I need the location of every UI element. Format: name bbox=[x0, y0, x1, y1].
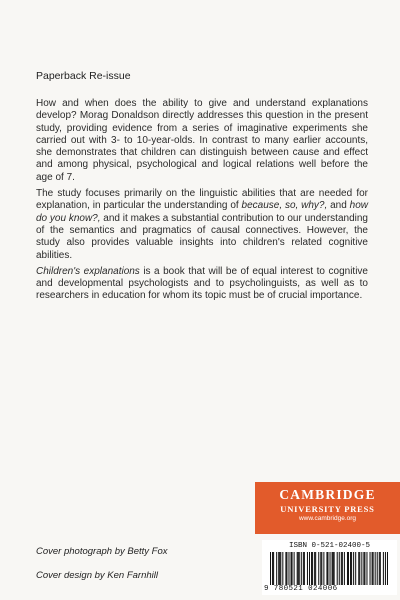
barcode-bar bbox=[334, 552, 335, 585]
barcode-bar bbox=[387, 552, 388, 585]
barcode-bar bbox=[326, 552, 327, 585]
barcode-bar bbox=[330, 552, 331, 585]
italic-run: how do you know?, bbox=[36, 200, 368, 224]
barcode-bar bbox=[366, 552, 367, 585]
barcode-bar bbox=[350, 552, 351, 585]
blurb-paragraph bbox=[36, 98, 368, 184]
barcode-bar bbox=[309, 552, 310, 585]
barcode-bar bbox=[315, 552, 316, 585]
barcode-bar bbox=[301, 552, 302, 585]
barcode-bar bbox=[348, 552, 349, 585]
barcode-bar bbox=[355, 552, 356, 585]
barcode-bar bbox=[383, 552, 384, 585]
barcode-bar bbox=[375, 552, 376, 585]
barcode-bar bbox=[278, 552, 279, 585]
barcode-bar bbox=[341, 552, 342, 585]
barcode-bar bbox=[282, 552, 283, 585]
italic-run: Children's explanations bbox=[36, 265, 140, 277]
barcode-bar bbox=[364, 552, 365, 585]
barcode-bar bbox=[314, 552, 315, 585]
barcode-bar bbox=[353, 552, 354, 585]
publisher-subtitle: UNIVERSITY PRESS bbox=[280, 504, 375, 514]
barcode-bar bbox=[372, 552, 373, 585]
barcode-bar bbox=[342, 552, 343, 585]
barcode-bar bbox=[370, 552, 371, 585]
barcode-bar bbox=[311, 552, 312, 585]
reissue-heading: Paperback Re-issue bbox=[36, 70, 131, 82]
barcode-bar bbox=[379, 552, 380, 585]
blurb-paragraph bbox=[36, 266, 368, 303]
barcode-bar bbox=[333, 552, 334, 585]
barcode-bar bbox=[318, 552, 319, 585]
barcode-bar bbox=[294, 552, 295, 585]
barcode-bar bbox=[291, 552, 292, 585]
photo-credit: Cover photograph by Betty Fox bbox=[36, 546, 168, 557]
text-run: How and when does the ability to give and understand explanations develop? Morag Donaldson directly addresses this question in the present study, providing evidence from a series of imaginative experiments she carried out with 3- to 10-year-olds. In contrast to many earlier accounts, she demonstrates that children can distinguish between cause and effect and among physical, psychological and logical relations well before the age of 7. bbox=[36, 98, 368, 183]
barcode-bar bbox=[361, 552, 362, 585]
barcode-bar bbox=[351, 552, 352, 585]
barcode-bar bbox=[292, 552, 293, 585]
barcode-icon bbox=[270, 552, 388, 585]
barcode-bar bbox=[285, 552, 286, 585]
barcode-bar bbox=[298, 552, 299, 585]
barcode-bar bbox=[332, 552, 333, 585]
barcode-bar bbox=[303, 552, 304, 585]
barcode-bar bbox=[358, 552, 359, 585]
barcode-bar bbox=[273, 552, 274, 585]
barcode-bar bbox=[286, 552, 287, 585]
design-credit: Cover design by Ken Farnhill bbox=[36, 570, 158, 581]
barcode-bar bbox=[307, 552, 308, 585]
isbn-label: ISBN 0-521-02400-5 bbox=[288, 542, 370, 550]
barcode-bar bbox=[279, 552, 280, 585]
text-run: is a book that will be of equal interest to cognitive and developmental psychologists and to psycholinguists, as well as to researchers in education for whom its topic must be of crucial importance. bbox=[36, 265, 368, 302]
barcode-bar bbox=[347, 552, 348, 585]
publisher-name: CAMBRIDGE bbox=[279, 487, 376, 502]
text-run: The study focuses primarily on the linguistic abilities that are needed for explanation, in particular the understanding of bbox=[36, 188, 368, 212]
blurb-paragraph bbox=[36, 188, 368, 262]
barcode-bar bbox=[323, 552, 324, 585]
credits bbox=[36, 540, 168, 588]
barcode-bar bbox=[288, 552, 289, 585]
barcode-bar bbox=[297, 552, 298, 585]
barcode-bar bbox=[272, 552, 273, 585]
barcode-block bbox=[262, 540, 397, 595]
barcode-bar bbox=[385, 552, 386, 585]
barcode-bar bbox=[339, 552, 340, 585]
publisher-logo bbox=[255, 482, 400, 534]
barcode-bar bbox=[320, 552, 321, 585]
barcode-bar bbox=[276, 552, 277, 585]
publisher-url: www.cambridge.org bbox=[298, 515, 357, 522]
italic-run: because, so, why?, bbox=[241, 200, 328, 212]
barcode-bar bbox=[373, 552, 374, 585]
barcode-bar bbox=[280, 552, 281, 585]
barcode-bar bbox=[359, 552, 360, 585]
blurb-text bbox=[36, 98, 368, 307]
barcode-bar bbox=[344, 552, 345, 585]
barcode-bar bbox=[304, 552, 305, 585]
text-run: and it makes a substantial contribution to our understanding of the semantics and pragmatics of causal connectives. However, the study also provides valuable insights into children's related cognitive abilities. bbox=[36, 212, 368, 261]
barcode-bar bbox=[380, 552, 381, 585]
barcode-bar bbox=[327, 552, 328, 585]
barcode-bar bbox=[337, 552, 338, 585]
barcode-bar bbox=[377, 552, 378, 585]
barcode-number: 9 780521 024006 bbox=[264, 585, 338, 593]
barcode-bar bbox=[363, 552, 364, 585]
barcode-bar bbox=[270, 552, 271, 585]
barcode-bar bbox=[321, 552, 322, 585]
barcode-bar bbox=[299, 552, 300, 585]
text-run: and bbox=[327, 200, 350, 212]
barcode-bar bbox=[312, 552, 313, 585]
